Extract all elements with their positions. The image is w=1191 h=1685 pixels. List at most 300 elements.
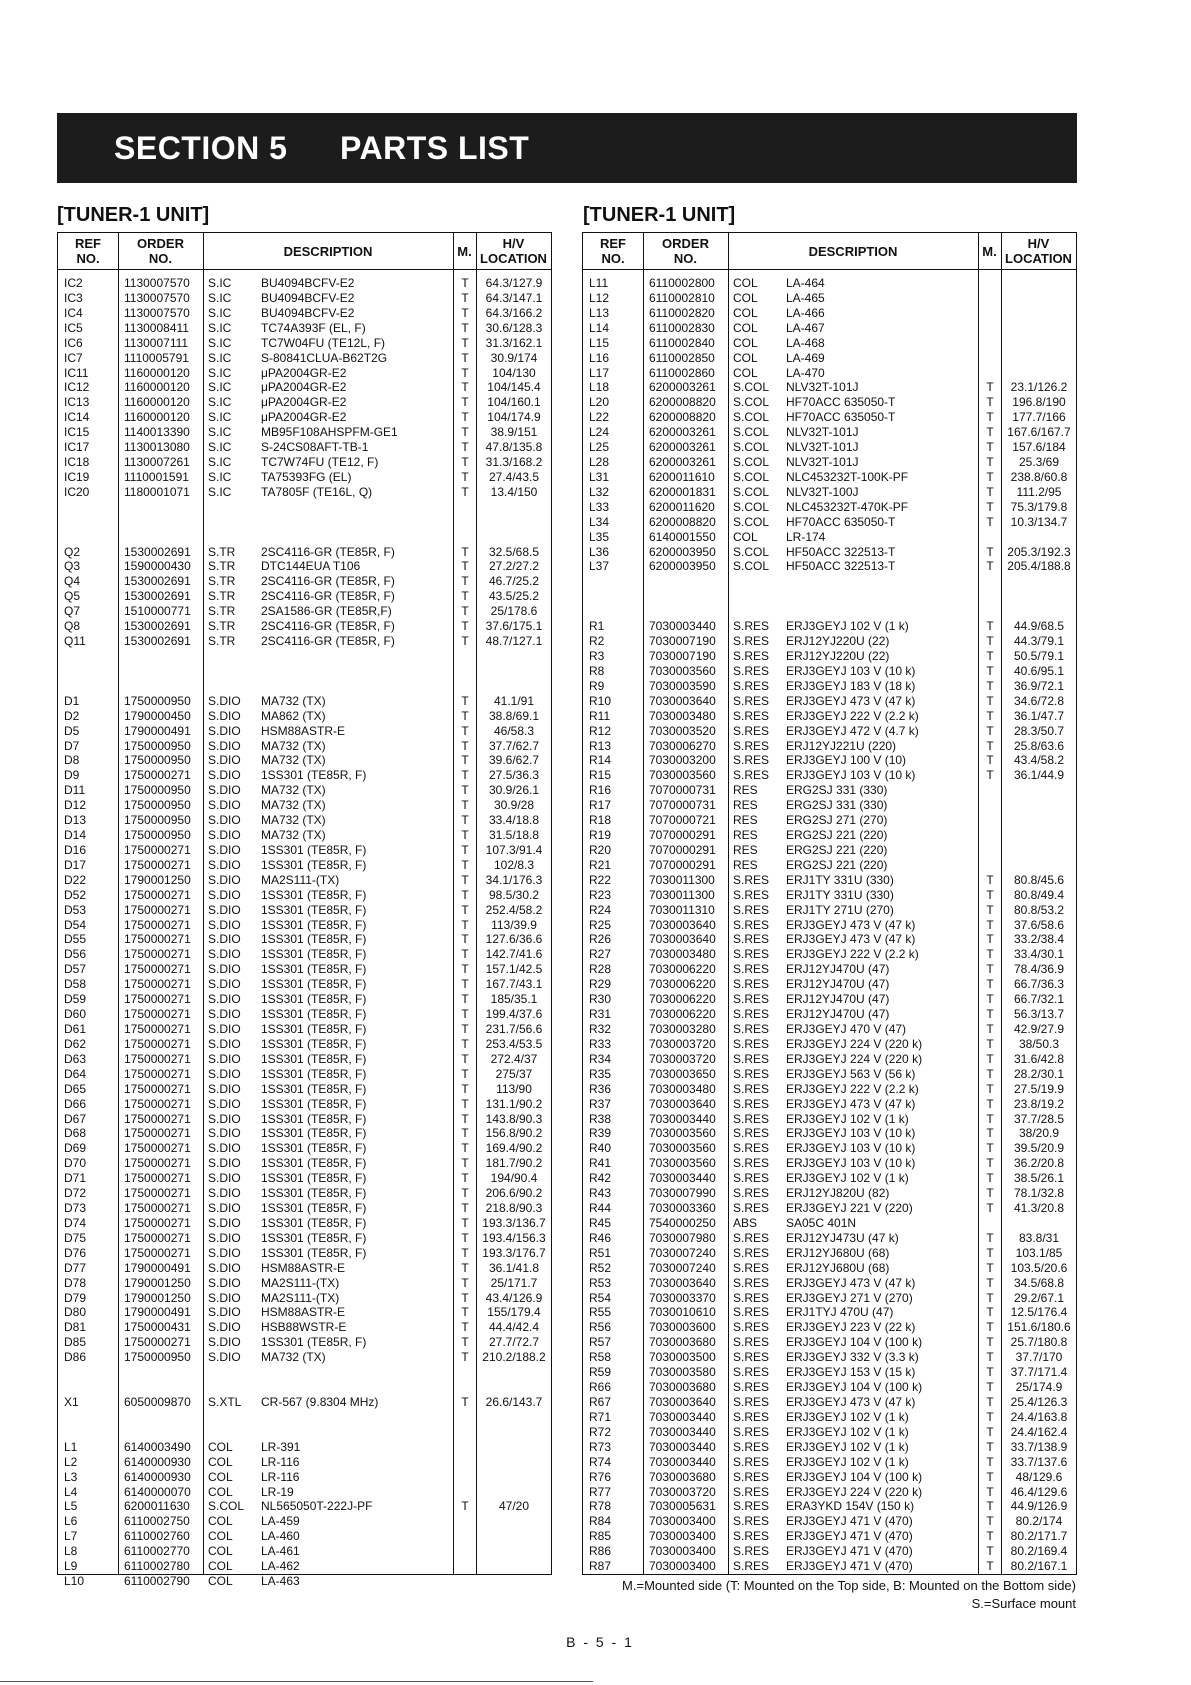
cell-location: 169.4/90.2 bbox=[485, 1141, 543, 1156]
table-row bbox=[583, 1097, 1076, 1112]
cell-ref: R28 bbox=[589, 962, 612, 977]
cell-ref: IC5 bbox=[64, 320, 83, 335]
cell-description: 1SS301 (TE85R, F) bbox=[261, 1066, 367, 1081]
cell-type: S.DIO bbox=[208, 798, 241, 813]
table-row bbox=[583, 351, 1076, 366]
cell-ref: D53 bbox=[64, 902, 87, 917]
table-row bbox=[58, 813, 551, 828]
table-row bbox=[58, 395, 551, 410]
cell-order: 1750000950 bbox=[124, 1350, 191, 1365]
table-row bbox=[583, 1141, 1076, 1156]
cell-ref: R29 bbox=[589, 977, 612, 992]
cell-mounted: T bbox=[461, 1245, 469, 1260]
table-row bbox=[58, 1485, 551, 1500]
cell-mounted: T bbox=[461, 693, 469, 708]
cell-location: 44.9/126.9 bbox=[1010, 1499, 1068, 1514]
cell-type: S.IC bbox=[208, 276, 232, 290]
cell-description: 1SS301 (TE85R, F) bbox=[261, 1036, 367, 1051]
cell-type: COL bbox=[208, 1574, 233, 1589]
cell-type: S.DIO bbox=[208, 753, 241, 768]
cell-order: 6200003950 bbox=[649, 544, 716, 559]
cell-type: S.DIO bbox=[208, 723, 241, 738]
cell-ref: R42 bbox=[589, 1171, 612, 1186]
cell-description: LA-464 bbox=[786, 276, 825, 290]
cell-type: S.RES bbox=[733, 1022, 770, 1036]
cell-description: HSM88ASTR-E bbox=[261, 1305, 346, 1320]
cell-order: 1750000950 bbox=[124, 813, 191, 828]
cell-mounted: T bbox=[461, 1066, 469, 1081]
cell-description: 1SS301 (TE85R, F) bbox=[261, 1051, 367, 1066]
section-number: SECTION 5 bbox=[114, 130, 288, 166]
table-row bbox=[583, 1499, 1076, 1514]
cell-ref: D12 bbox=[64, 798, 87, 813]
cell-mounted: T bbox=[986, 1126, 994, 1141]
cell-mounted: T bbox=[461, 708, 469, 723]
table-row bbox=[583, 709, 1076, 724]
cell-description: ERJ12YJ220U (22) bbox=[786, 649, 890, 663]
cell-ref: D5 bbox=[64, 723, 80, 738]
cell-location: 127.6/36.6 bbox=[485, 932, 543, 947]
cell-mounted: T bbox=[986, 469, 994, 484]
cell-description: BU4094BCFV-E2 bbox=[261, 276, 355, 290]
cell-description: 1SS301 (TE85R, F) bbox=[261, 917, 367, 932]
cell-location: 252.4/58.2 bbox=[485, 902, 543, 917]
cell-mounted: T bbox=[461, 604, 469, 619]
cell-description: ERJ3GEYJ 104 V (100 k) bbox=[786, 1335, 923, 1350]
cell-type: S.DIO bbox=[208, 977, 241, 992]
cell-type: COL bbox=[208, 1544, 233, 1559]
table-row bbox=[583, 1007, 1076, 1022]
cell-order: 7030003640 bbox=[649, 917, 716, 932]
cell-mounted: T bbox=[461, 634, 469, 649]
cell-location: 41.3/20.8 bbox=[1013, 1201, 1065, 1216]
cell-order: 1110001591 bbox=[124, 469, 189, 484]
cell-mounted: T bbox=[461, 365, 469, 380]
cell-ref: IC12 bbox=[64, 380, 90, 395]
cell-ref: R9 bbox=[589, 678, 605, 693]
cell-order: 7030006220 bbox=[649, 962, 716, 977]
cell-description: MA732 (TX) bbox=[261, 783, 326, 798]
cell-order: 1790000491 bbox=[124, 1305, 191, 1320]
cell-order: 7030003680 bbox=[649, 1469, 716, 1484]
cell-ref: R59 bbox=[589, 1365, 612, 1380]
cell-mounted: T bbox=[986, 1156, 994, 1171]
cell-mounted: T bbox=[461, 276, 469, 290]
cell-description: LA-461 bbox=[261, 1544, 300, 1559]
cell-type: S.RES bbox=[733, 1260, 770, 1275]
cell-ref: R31 bbox=[589, 1007, 612, 1022]
cell-type: S.RES bbox=[733, 1469, 770, 1484]
cell-mounted: T bbox=[461, 305, 469, 320]
cell-description: ERJ1TY 331U (330) bbox=[786, 872, 894, 887]
header-order: ORDER NO. bbox=[662, 236, 709, 266]
cell-order: 7030003480 bbox=[649, 708, 716, 723]
cell-order: 7030003400 bbox=[649, 1514, 716, 1529]
cell-type: S.RES bbox=[733, 1171, 770, 1186]
table-row bbox=[583, 1067, 1076, 1082]
cell-ref: D66 bbox=[64, 1096, 87, 1111]
table-row bbox=[58, 1291, 551, 1306]
cell-location: 33.4/30.1 bbox=[1013, 947, 1065, 962]
cell-mounted: T bbox=[986, 1186, 994, 1201]
cell-mounted: T bbox=[986, 1201, 994, 1216]
cell-mounted: T bbox=[986, 395, 994, 410]
cell-description: MA732 (TX) bbox=[261, 813, 326, 828]
table-row bbox=[583, 321, 1076, 336]
table-row bbox=[583, 1171, 1076, 1186]
cell-description: ERJ3GEYJ 103 V (10 k) bbox=[786, 768, 916, 783]
cell-mounted: T bbox=[461, 1335, 469, 1350]
cell-ref: D55 bbox=[64, 932, 87, 947]
cell-location: 32.5/68.5 bbox=[488, 544, 540, 559]
cell-ref: R57 bbox=[589, 1335, 612, 1350]
cell-mounted: T bbox=[986, 663, 994, 678]
cell-location: 253.4/53.5 bbox=[485, 1036, 543, 1051]
cell-ref: D86 bbox=[64, 1350, 87, 1365]
cell-ref: R19 bbox=[589, 828, 612, 843]
table-row bbox=[58, 455, 551, 470]
cell-mounted: T bbox=[986, 1260, 994, 1275]
table-row bbox=[58, 351, 551, 366]
cell-location: 25.8/63.6 bbox=[1013, 738, 1065, 753]
cell-description: ERJ3GEYJ 222 V (2.2 k) bbox=[786, 947, 919, 962]
cell-type: S.RES bbox=[733, 738, 770, 753]
cell-mounted: T bbox=[461, 335, 469, 350]
cell-ref: R26 bbox=[589, 932, 612, 947]
cell-mounted: T bbox=[986, 1007, 994, 1022]
cell-type: S.COL bbox=[733, 514, 770, 529]
cell-description: ERJ12YJ470U (47) bbox=[786, 1007, 890, 1022]
cell-type: COL bbox=[733, 320, 758, 335]
cell-location: 34.5/68.8 bbox=[1013, 1275, 1065, 1290]
cell-type: S.DIO bbox=[208, 1156, 241, 1171]
cell-ref: R8 bbox=[589, 663, 605, 678]
table-row bbox=[583, 1559, 1076, 1574]
cell-location: 23.1/126.2 bbox=[1010, 380, 1068, 395]
cell-mounted: T bbox=[461, 544, 469, 559]
cell-ref: R73 bbox=[589, 1439, 612, 1454]
table-row bbox=[583, 783, 1076, 798]
cell-description: ERJ3GEYJ 471 V (470) bbox=[786, 1529, 913, 1544]
cell-ref: R43 bbox=[589, 1186, 612, 1201]
cell-type: S.IC bbox=[208, 320, 232, 335]
cell-type: S.RES bbox=[733, 947, 770, 962]
table-row bbox=[58, 977, 551, 992]
cell-order: 1130007261 bbox=[124, 455, 190, 470]
table-row bbox=[58, 1559, 551, 1574]
table-row bbox=[583, 425, 1076, 440]
cell-order: 6110002820 bbox=[649, 305, 715, 320]
cell-description: ERJ3GEYJ 223 V (22 k) bbox=[786, 1320, 916, 1335]
cell-order: 1180001071 bbox=[124, 484, 190, 499]
cell-description: NLC453232T-100K-PF bbox=[786, 469, 909, 484]
cell-order: 7030003560 bbox=[649, 1141, 716, 1156]
cell-ref: R35 bbox=[589, 1066, 612, 1081]
cell-description: LR-19 bbox=[261, 1484, 294, 1499]
cell-type: S.RES bbox=[733, 1559, 770, 1574]
table-row bbox=[583, 739, 1076, 754]
cell-ref: L31 bbox=[589, 469, 610, 484]
cell-ref: L8 bbox=[64, 1544, 78, 1559]
cell-description: 1SS301 (TE85R, F) bbox=[261, 1141, 367, 1156]
table-row bbox=[58, 1186, 551, 1201]
cell-order: 1750000271 bbox=[124, 917, 191, 932]
cell-mounted: T bbox=[461, 902, 469, 917]
table-row bbox=[58, 932, 551, 947]
cell-description: NL565050T-222J-PF bbox=[261, 1499, 373, 1514]
cell-location: 196.8/190 bbox=[1012, 395, 1066, 410]
cell-ref: IC20 bbox=[64, 484, 90, 499]
cell-location: 44.3/79.1 bbox=[1013, 634, 1065, 649]
cell-type: S.DIO bbox=[208, 1201, 241, 1216]
cell-ref: D81 bbox=[64, 1320, 87, 1335]
table-row bbox=[58, 619, 551, 634]
cell-mounted: T bbox=[986, 1544, 994, 1559]
cell-ref: R34 bbox=[589, 1051, 612, 1066]
table-row bbox=[58, 1067, 551, 1082]
table-row bbox=[583, 828, 1076, 843]
cell-location: 25/174.9 bbox=[1015, 1380, 1063, 1395]
cell-ref: D71 bbox=[64, 1171, 87, 1186]
cell-mounted: T bbox=[986, 1484, 994, 1499]
table-row bbox=[58, 1455, 551, 1470]
cell-ref: D9 bbox=[64, 768, 80, 783]
cell-order: 1750000271 bbox=[124, 1215, 191, 1230]
cell-order: 6110002860 bbox=[649, 365, 715, 380]
cell-mounted: T bbox=[461, 469, 469, 484]
cell-order: 1790000491 bbox=[124, 723, 191, 738]
cell-order: 1750000271 bbox=[124, 1051, 191, 1066]
cell-type: S.TR bbox=[208, 604, 236, 619]
cell-description: LA-459 bbox=[261, 1514, 300, 1529]
table-row bbox=[58, 1470, 551, 1485]
cell-order: 7030003520 bbox=[649, 723, 716, 738]
cell-ref: L37 bbox=[589, 559, 610, 574]
cell-type: S.RES bbox=[733, 1111, 770, 1126]
cell-type: S.IC bbox=[208, 410, 232, 425]
cell-mounted: T bbox=[461, 1395, 469, 1409]
cell-location: 64.3/147.1 bbox=[485, 290, 543, 305]
cell-type: S.RES bbox=[733, 992, 770, 1007]
cell-order: 7030007240 bbox=[649, 1260, 716, 1275]
cell-order: 6200008820 bbox=[649, 410, 716, 425]
cell-description: 2SC4116-GR (TE85R, F) bbox=[261, 574, 395, 589]
cell-order: 7030007990 bbox=[649, 1186, 716, 1201]
cell-type: S.DIO bbox=[208, 1126, 241, 1141]
cell-mounted: T bbox=[461, 1126, 469, 1141]
cell-description: MA2S111-(TX) bbox=[261, 1290, 340, 1305]
cell-location: 36.9/72.1 bbox=[1013, 678, 1065, 693]
cell-order: 1160000120 bbox=[124, 365, 190, 380]
table-row bbox=[58, 783, 551, 798]
cell-type: COL bbox=[733, 365, 758, 380]
cell-mounted: T bbox=[986, 1230, 994, 1245]
cell-mounted: T bbox=[461, 753, 469, 768]
cell-order: 1750000431 bbox=[124, 1320, 191, 1335]
cell-ref: IC13 bbox=[64, 395, 90, 410]
cell-type: S.RES bbox=[733, 1529, 770, 1544]
cell-location: 37.6/58.6 bbox=[1013, 917, 1065, 932]
cell-ref: L18 bbox=[589, 380, 610, 395]
cell-type: S.RES bbox=[733, 1305, 770, 1320]
cell-location: 157.6/184 bbox=[1012, 440, 1066, 455]
cell-location: 33.7/138.9 bbox=[1010, 1439, 1068, 1454]
header-mounted: M. bbox=[982, 243, 997, 259]
cell-ref: R30 bbox=[589, 992, 612, 1007]
cell-location: 66.7/32.1 bbox=[1013, 992, 1065, 1007]
table-row bbox=[58, 470, 551, 485]
table-row bbox=[583, 1201, 1076, 1216]
cell-ref: R1 bbox=[589, 619, 605, 634]
cell-ref: L11 bbox=[589, 276, 609, 290]
table-row bbox=[583, 1022, 1076, 1037]
table-row bbox=[58, 1544, 551, 1559]
header-ref: REF NO. bbox=[600, 236, 626, 266]
cell-location: 111.2/95 bbox=[1016, 484, 1062, 499]
table-row bbox=[583, 1291, 1076, 1306]
cell-description: ERJ3GEYJ 102 V (1 k) bbox=[786, 1424, 909, 1439]
cell-description: MA732 (TX) bbox=[261, 693, 326, 708]
cell-order: 1750000950 bbox=[124, 738, 191, 753]
cell-ref: R52 bbox=[589, 1260, 612, 1275]
cell-order: 7030003280 bbox=[649, 1022, 716, 1036]
cell-mounted: T bbox=[986, 514, 994, 529]
cell-mounted: T bbox=[986, 902, 994, 917]
cell-location: 104/174.9 bbox=[487, 410, 541, 425]
cell-description: ERG2SJ 331 (330) bbox=[786, 783, 888, 798]
cell-mounted: T bbox=[461, 783, 469, 798]
cell-description: ERJ12YJ473U (47 k) bbox=[786, 1230, 899, 1245]
cell-mounted: T bbox=[461, 1051, 469, 1066]
table-row bbox=[583, 515, 1076, 530]
cell-order: 7070000731 bbox=[649, 798, 716, 813]
cell-ref: R22 bbox=[589, 872, 612, 887]
cell-mounted: T bbox=[461, 1215, 469, 1230]
cell-ref: L16 bbox=[589, 350, 610, 365]
cell-ref: L28 bbox=[589, 455, 610, 470]
cell-description: HF50ACC 322513-T bbox=[786, 544, 896, 559]
cell-type: S.DIO bbox=[208, 1350, 241, 1365]
cell-location: 218.8/90.3 bbox=[485, 1201, 543, 1216]
cell-ref: R37 bbox=[589, 1096, 612, 1111]
cell-order: 6200011620 bbox=[649, 499, 715, 514]
cell-description: LR-174 bbox=[786, 529, 826, 544]
cell-type: S.DIO bbox=[208, 992, 241, 1007]
cell-ref: R71 bbox=[589, 1409, 612, 1424]
cell-location: 272.4/37 bbox=[490, 1051, 538, 1066]
cell-ref: R11 bbox=[589, 708, 611, 723]
cell-order: 1130007570 bbox=[124, 276, 190, 290]
cell-mounted: T bbox=[986, 1096, 994, 1111]
cell-ref: L13 bbox=[589, 305, 610, 320]
cell-order: 6140000930 bbox=[124, 1469, 191, 1484]
cell-location: 75.3/179.8 bbox=[1010, 499, 1068, 514]
cell-type: S.DIO bbox=[208, 1245, 241, 1260]
cell-type: COL bbox=[208, 1454, 233, 1469]
table-row bbox=[58, 1082, 551, 1097]
cell-description: LA-463 bbox=[261, 1574, 300, 1589]
cell-description: ERJ3GEYJ 183 V (18 k) bbox=[786, 678, 916, 693]
cell-order: 7030003720 bbox=[649, 1051, 716, 1066]
cell-description: ERJ3GEYJ 473 V (47 k) bbox=[786, 1395, 916, 1409]
cell-type: S.DIO bbox=[208, 887, 241, 902]
cell-ref: R27 bbox=[589, 947, 612, 962]
cell-order: 1130008411 bbox=[124, 320, 189, 335]
cell-order: 1750000271 bbox=[124, 1126, 191, 1141]
cell-ref: Q11 bbox=[64, 634, 86, 649]
cell-description: TC74A393F (EL, F) bbox=[261, 320, 366, 335]
cell-ref: Q4 bbox=[64, 574, 81, 589]
cell-order: 7030003600 bbox=[649, 1320, 716, 1335]
cell-ref: R16 bbox=[589, 783, 612, 798]
cell-type: S.RES bbox=[733, 1126, 770, 1141]
table-row bbox=[58, 1097, 551, 1112]
cell-mounted: T bbox=[461, 842, 469, 857]
table-row bbox=[583, 843, 1076, 858]
cell-order: 7030003560 bbox=[649, 768, 716, 783]
cell-order: 1130007111 bbox=[124, 335, 189, 350]
cell-order: 6200008820 bbox=[649, 395, 716, 410]
cell-mounted: T bbox=[461, 1275, 469, 1290]
table-row bbox=[58, 828, 551, 843]
cell-description: HF70ACC 635050-T bbox=[786, 410, 896, 425]
table-row bbox=[583, 485, 1076, 500]
cell-description: μPA2004GR-E2 bbox=[261, 395, 347, 410]
cell-mounted: T bbox=[461, 1171, 469, 1186]
cell-order: 7030003440 bbox=[649, 1454, 716, 1469]
cell-type: S.DIO bbox=[208, 1081, 241, 1096]
header-ref: REF NO. bbox=[75, 236, 101, 266]
cell-mounted: T bbox=[461, 1141, 469, 1156]
cell-location: 56.3/13.7 bbox=[1013, 1007, 1065, 1022]
cell-type: S.COL bbox=[208, 1499, 245, 1514]
cell-type: S.RES bbox=[733, 1036, 770, 1051]
cell-order: 1750000950 bbox=[124, 753, 191, 768]
cell-type: S.DIO bbox=[208, 947, 241, 962]
cell-order: 7030003400 bbox=[649, 1529, 716, 1544]
cell-ref: Q7 bbox=[64, 604, 81, 619]
cell-location: 199.4/37.6 bbox=[485, 1007, 543, 1022]
table-row bbox=[583, 858, 1076, 873]
table-row bbox=[58, 589, 551, 604]
cell-type: S.RES bbox=[733, 1424, 770, 1439]
cell-location: 25/178.6 bbox=[490, 604, 538, 619]
cell-order: 7030003200 bbox=[649, 753, 716, 768]
cell-ref: L9 bbox=[64, 1559, 78, 1574]
table-row bbox=[583, 1380, 1076, 1395]
cell-description: ERJ3GEYJ 102 V (1 k) bbox=[786, 1171, 909, 1186]
table-row bbox=[583, 1425, 1076, 1440]
cell-location: 37.6/175.1 bbox=[485, 619, 543, 634]
cell-description: HF50ACC 322513-T bbox=[786, 559, 896, 574]
cell-type: COL bbox=[208, 1529, 233, 1544]
cell-mounted: T bbox=[461, 1111, 469, 1126]
cell-location: 27.2/27.2 bbox=[488, 559, 540, 574]
right-unit-title: [TUNER-1 UNIT] bbox=[583, 204, 736, 226]
cell-type: RES bbox=[733, 813, 758, 828]
cell-ref: D67 bbox=[64, 1111, 87, 1126]
cell-mounted: T bbox=[986, 1499, 994, 1514]
cell-type: S.RES bbox=[733, 1454, 770, 1469]
cell-type: S.COL bbox=[733, 380, 770, 395]
cell-ref: Q8 bbox=[64, 619, 81, 634]
cell-order: 1750000271 bbox=[124, 1201, 191, 1216]
cell-type: S.DIO bbox=[208, 1335, 241, 1350]
table-row bbox=[58, 425, 551, 440]
cell-description: 1SS301 (TE85R, F) bbox=[261, 1335, 367, 1350]
cell-order: 7030005631 bbox=[649, 1499, 716, 1514]
cell-ref: D14 bbox=[64, 828, 87, 843]
